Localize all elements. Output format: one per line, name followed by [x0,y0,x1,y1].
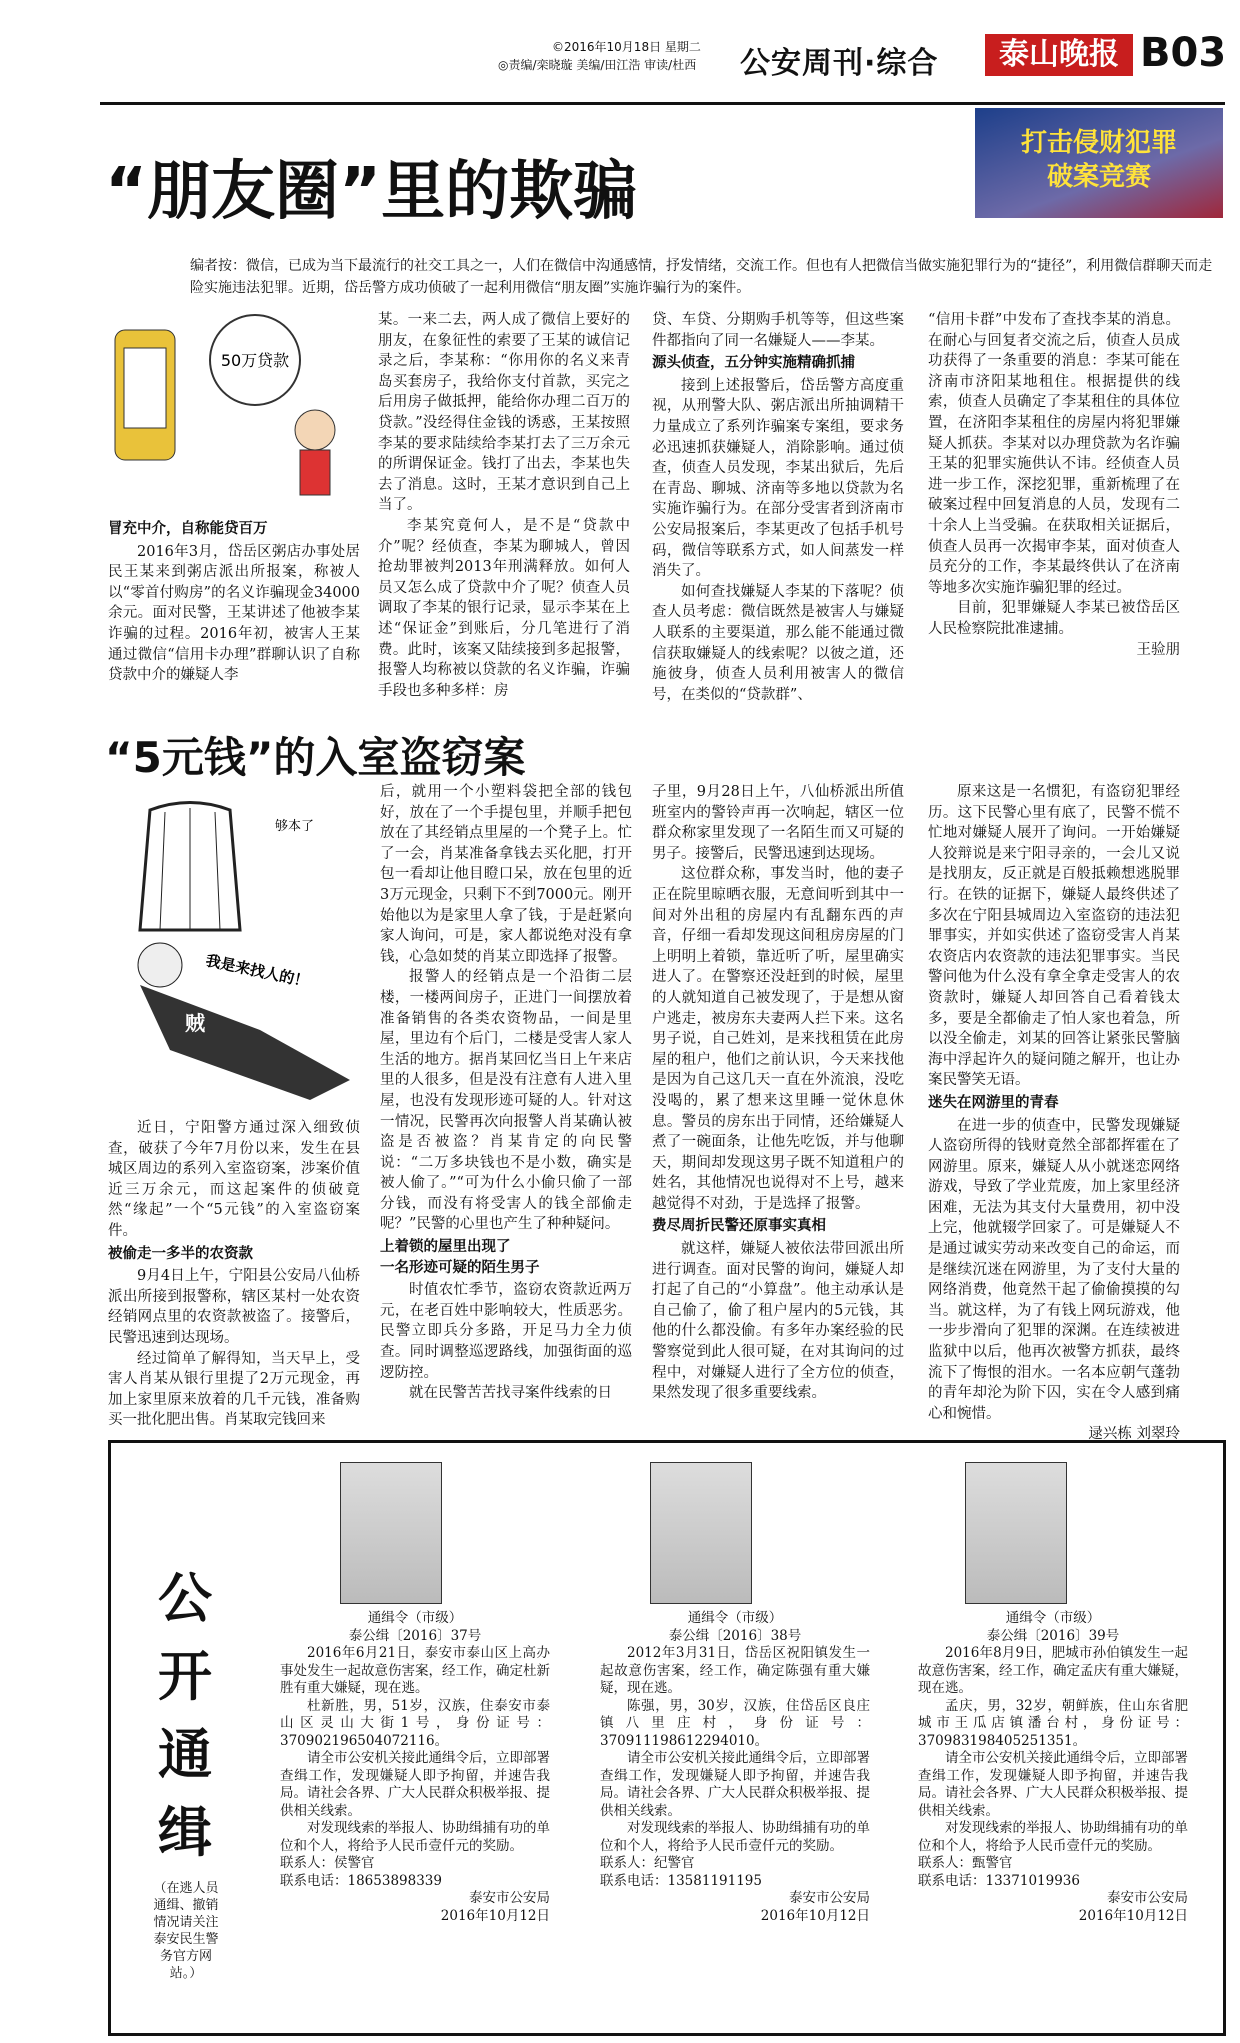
article1-title: “朋友圈”里的欺骗 [105,155,638,229]
article1-author: 王验朋 [1136,641,1180,658]
editor-credits: ◎责编/栾晓璇 美编/田江浩 审读/杜西 [498,58,697,72]
paragraph: 就在民警苦苦找寻案件线索的日 [409,1385,612,1402]
wanted-note: （在逃人员通缉、撤销情况请关注泰安民生警务官方网站。） [153,1881,219,1981]
newspaper-logo: 泰山晚报 [985,34,1133,76]
loan-amount-text: 50万贷款 [220,351,290,370]
article1-col4 [928,310,1180,660]
article2-author: 逯兴栋 刘翠玲 [1088,1426,1180,1443]
page-number: B03 [1140,30,1227,76]
paragraph: 经过简单了解得知，当天早上，受害人肖某从银行里提了2万元现金，再加上家里原来放着的几千元钱，准备购买一批化肥出售。肖某取完钱回来 [108,1350,360,1429]
banner-line2: 破案竞赛 [1046,162,1151,192]
paragraph: 李某究竟何人，是不是“贷款中介”呢？经侦查，李某为聊城人，曾因抢劫罪被判2013年刑满释放。如何人员又怎么成了贷款中介了呢？侦查人员调取了李某的银行记录，显示李某在上述“保证金”到账后，分几笔进行了消费。此时，该案又陆续接到多起报警，报警人均称被以贷款的名义诈骗，诈骗手段也多种多样：房 [378,517,630,699]
paragraph: 时值农忙季节，盗窃农资款近两万元，在老百姓中影响较大，性质恶劣。民警立即兵分多路，开足马力全力侦查。同时调整巡逻路线，加强街面的巡逻防控。 [380,1282,632,1381]
article2-sub3: 费尽周折民警还原事实真相 [652,1218,826,1235]
banner-line1: 打击侵财犯罪 [1020,128,1177,158]
paragraph: 这位群众称，事发当时，他的妻子正在院里晾晒衣服，无意间听到其中一间对外出租的房屋内有乱翻东西的声音，仔细一看却发现这间租房房屋的门上明明上着锁，靠近听了听，屋里确实进人了。在警察还没赶到的时候，屋里的人就知道自己被发现了，于是想从窗户逃走，被房东夫妻两人拦下来。这名男子说，自己姓刘，是来找租赁在此房屋的租户，他们之前认识，今天来找他是因为自己这几天一直在外流浪，没吃没喝的，累了想来这里睡一觉休息休息。警员的房东出于同情，还给嫌疑人煮了一碗面条，让他先吃饭，并与他聊天，期间却发现这男子既不知道租户的姓名，其他情况也说得对不上号，越来越觉得不对劲，于是选择了报警。 [652,866,904,1212]
wanted-notice-1: 通缉令（市级） 泰公缉〔2016〕37号 2016年6月21日，泰安市泰山区上高办事处发生一起故意伤害案，经工作，确定杜新胜有重大嫌疑，现在逃。 杜新胜，男，51岁，汉族，住泰安市泰山区灵山大街1号，身份证号：370902196504072116。 请全市公安机关接此通缉令后，立即部署查缉工作，发现嫌疑人即予拘留，并速告我局。请社会各界、广大人民群众积极举报、提供相关线索。 对发现线索的举报人、协助缉捕有功的单位和个人，将给予人民币壹仟元的奖励。 联系人：侯警官 联系电话：18653898339 泰安市公安局 2016年10月12日 [280,1610,550,1924]
paragraph: 2016年3月，岱岳区粥店办事处居民王某来到粥店派出所报案，称被人以“零首付购房”的名义诈骗现金34000余元。面对民警，王某讲述了他被李某诈骗的过程。2016年初，被害人王某通过微信“信用卡办理”群聊认识了自称贷款中介的嫌疑人李 [108,543,360,684]
thief-cartoon-illustration [110,800,370,1110]
thief-label: 贼 [185,1011,205,1035]
thief-head [138,943,182,987]
woman-head [295,410,335,450]
article2-sub4: 迷失在网游里的青春 [928,1094,1059,1111]
article2-title: “5元钱”的入室盗窃案 [105,733,526,782]
campaign-banner [975,108,1223,218]
suspect-photo-2 [650,1462,752,1604]
article1-col3 [652,310,904,705]
paragraph: 子里，9月28日上午，八仙桥派出所值班室内的警铃声再一次响起，辖区一位群众称家里发现了一名陌生而又可疑的男子。接警后，民警迅速到达现场。 [652,784,904,862]
article2-col4 [928,782,1180,1445]
paragraph: 某。一来二去，两人成了微信上要好的朋友，在象征性的索要了王某的诚信记录之后，李某称：“你用你的名义来青岛买套房子，我给你支付首款，买完之后用房子做抵押，能给你办理二百万的贷款。”没经得住金钱的诱惑，王某按照李某的要求陆续给李某打去了三万余元的所谓保证金。钱打了出去，李某也失去了消息。这时，王某才意识到自己上当了。 [378,312,630,514]
paragraph: 9月4日上午，宁阳县公安局八仙桥派出所接到报警称，辖区某村一处农资经销网点里的农资款被盗了。接警后，民警迅速到达现场。 [108,1268,360,1346]
paragraph: 原来这是一名惯犯，有盗窃犯罪经历。这下民警心里有底了，民警不慌不忙地对嫌疑人展开了询问。一开始嫌疑人狡辩说是来宁阳寻亲的，一会儿又说是找朋友，反正就是百般抵赖想逃脱罪行。在铁的证据下，嫌疑人最终供述了多次在宁阳县城周边入室盗窃的违法犯罪事实，并如实供述了盗窃受害人肖某农资店内农资款的违法犯罪事实。当民警问他为什么没有拿全拿走受害人的农资款时，嫌疑人却回答自己看着钱太多，要是全都偷走了怕人家也着急，所以没全偷走，刘某的回答让紧张民警脑海中浮起许久的疑问随之解开，也让办案民警笑无语。 [928,784,1180,1089]
suspect-photo-3 [965,1462,1067,1604]
article1-sub2: 源头侦查，五分钟实施精确抓捕 [652,355,855,372]
article2-sub2: 上着锁的屋里出现了 一名形迹可疑的陌生男子 [380,1239,540,1276]
header-rule [100,102,1225,105]
paragraph: 如何查找嫌疑人李某的下落呢？侦查人员考虑：微信既然是被害人与嫌疑人联系的主要渠道，那么能不能通过微信获取嫌疑人的线索呢？以彼之道，还施彼身，侦查人员利用被害人的微信号，在类似的“贷款群”、 [652,583,904,703]
article2-sub1: 被偷走一多半的农资款 [108,1245,253,1262]
article1-col1 [108,517,360,686]
article2-col3 [652,782,904,1404]
loan-cartoon-illustration [110,300,350,500]
paragraph: 报警人的经销点是一个沿街二层楼，一楼两间房子，正进门一间摆放着准备销售的各类农资物品，一间是里屋，里边有个后门，二楼是受害人家人生活的地方。据肖某回忆当日上午来店里的人很多，但是没有注意有人进入里屋，也没有发现形迹可疑的人。针对这一情况，民警再次向报警人肖某确认被盗是否被盗？肖某肯定的向民警说：“二万多块钱也不是小数，确实是被人偷了。”“可为什么小偷只偷了一部分钱，而没有将受害人的钱全部偷走呢？”民警的心里也产生了种种疑问。 [380,969,632,1233]
paragraph: 近日，宁阳警方通过深入细致侦查，破获了今年7月份以来，发生在县城区周边的系列入室盗窃案，涉案价值近三万余元，而这起案件的侦破竟然“缘起”一个“5元钱”的入室盗窃案件。 [108,1120,360,1239]
thief-speech: 我是来找人的！ [204,951,311,991]
paragraph: “信用卡群”中发布了查找李某的消息。在耐心与回复者交流之后，侦查人员成功获得了一条重要的消息：李某可能在济南市济阳某地租住。根据提供的线索，侦查人员确定了李某租住的具体位置，在济阳李某租住的房屋内将犯罪嫌疑人抓获。李某对以办理贷款为名诈骗王某的犯罪实施供认不讳。经侦查人员进一步工作，深挖犯罪，重新梳理了在破案过程中回复消息的人员，发现有二十余人上当受骗。在获取相关证据后，侦查人员再一次揭审李某，面对侦查人员充分的工作，李某最终供认了在济南等地多次实施诈骗犯罪的经过。 [928,312,1180,596]
editor-note: 编者按：微信，已成为当下最流行的社交工具之一，人们在微信中沟通感情，抒发情绪，交流工作。但也有人把微信当做实施犯罪行为的“捷径”，利用微信群聊天而走险实施违法犯罪。近期，岱岳警方成功侦破了一起利用微信“朋友圈”实施诈骗行为的案件。 [190,258,1213,296]
thief-body [140,985,350,1100]
wanted-heading: 公 开 通 缉 [158,1567,212,1864]
cage-label: 够本了 [275,819,315,834]
wanted-notice-2: 通缉令（市级） 泰公缉〔2016〕38号 2012年3月31日，岱岳区祝阳镇发生一起故意伤害案，经工作，确定陈强有重大嫌疑，现在逃。 陈强，男，30岁，汉族，住岱岳区良庄镇八里庄村，身份证号：370911198612294010。 请全市公安机关接此通缉令后，立即部署查缉工作，发现嫌疑人即予拘留，并速告我局。请社会各界、广大人民群众积极举报、提供相关线索。 对发现线索的举报人、协助缉捕有功的单位和个人，将给予人民币壹仟元的奖励。 联系人：纪警官 联系电话：13581191195 泰安市公安局 2016年10月12日 [600,1610,870,1924]
paragraph: 在进一步的侦查中，民警发现嫌疑人盗窃所得的钱财竟然全部都挥霍在了网游里。原来，嫌疑人从小就迷恋网络游戏，导致了学业荒废，加上家里经济困难，无法为其支付大量费用，初中没上完，他就辍学回家了。可是嫌疑人不是通过诚实劳动来改变自己的命运，而是继续沉迷在网游里，为了支付大量的网络消费，他竟然干起了偷偷摸摸的勾当。就这样，为了有钱上网玩游戏，他一步步滑向了犯罪的深渊。在连续被进监狱中以后，他再次被警方抓获，最终流下了悔恨的泪水。一名本应朝气蓬勃的青年却沦为阶下囚，实在令人感到痛心和惋惜。 [928,1117,1180,1422]
paragraph: 目前，犯罪嫌疑人李某已被岱岳区人民检察院批准逮捕。 [928,600,1180,637]
section-title: 公安周刊·综合 [740,46,939,81]
article1-col2 [378,310,630,701]
paragraph: 就这样，嫌疑人被依法带回派出所进行调查。面对民警的询问，嫌疑人却打起了自己的“小算盘”。他主动承认是自己偷了，偷了租户屋内的5元钱，其他的什么都没偷。有多年办案经验的民警察觉到此人很可疑，在对其询问的过程中，对嫌疑人进行了全方位的侦查，果然发现了很多重要线索。 [652,1241,904,1402]
paragraph: 贷、车贷、分期购手机等等，但这些案件都指向了同一名嫌疑人——李某。 [652,312,904,349]
paragraph: 后，就用一个小塑料袋把全部的钱包好，放在了一个手提包里，并顺手把包放在了其经销点里屋的一个凳子上。忙了一会，肖某准备拿钱去买化肥，打开包一看却让他目瞪口呆，放在包里的近3万元现金，只剩下不到7000元。刚开始他以为是家里人拿了钱，于是赶紧向家人询问，可是，家人都说绝对没有拿钱，心急如焚的肖某立即选择了报警。 [380,784,632,965]
suspect-photo-1 [340,1462,442,1604]
issue-date: ©2016年10月18日 星期二 [552,40,701,54]
article2-col2 [380,782,632,1404]
paragraph: 接到上述报警后，岱岳警方高度重视，从刑警大队、粥店派出所抽调精干力量成立了系列诈骗案专案组，要求务必迅速抓获嫌疑人，消除影响。通过侦查，侦查人员发现，李某出狱后，先后在青岛、聊城、济南等多地以贷款为名实施诈骗行为。在部分受害者到济南市公安局报案后，李某更改了包括手机号码，微信等联系方式，如人间蒸发一样消失了。 [652,377,904,580]
article2-col1 [108,1118,360,1431]
article1-sub1: 冒充中介，自称能贷百万 [108,521,268,537]
wanted-notice-3: 通缉令（市级） 泰公缉〔2016〕39号 2016年8月9日，肥城市孙伯镇发生一起故意伤害案，经工作，确定孟庆有重大嫌疑，现在逃。 孟庆，男，32岁，朝鲜族，住山东省肥城市王瓜店镇潘台村，身份证号：370983198405251351。 请全市公安机关接此通缉令后，立即部署查缉工作，发现嫌疑人即予拘留，并速告我局。请社会各界、广大人民群众积极举报、提供相关线索。 对发现线索的举报人、协助缉捕有功的单位和个人，将给予人民币壹仟元的奖励。 联系人：甄警官 联系电话：13371019936 泰安市公安局 2016年10月12日 [918,1610,1188,1924]
